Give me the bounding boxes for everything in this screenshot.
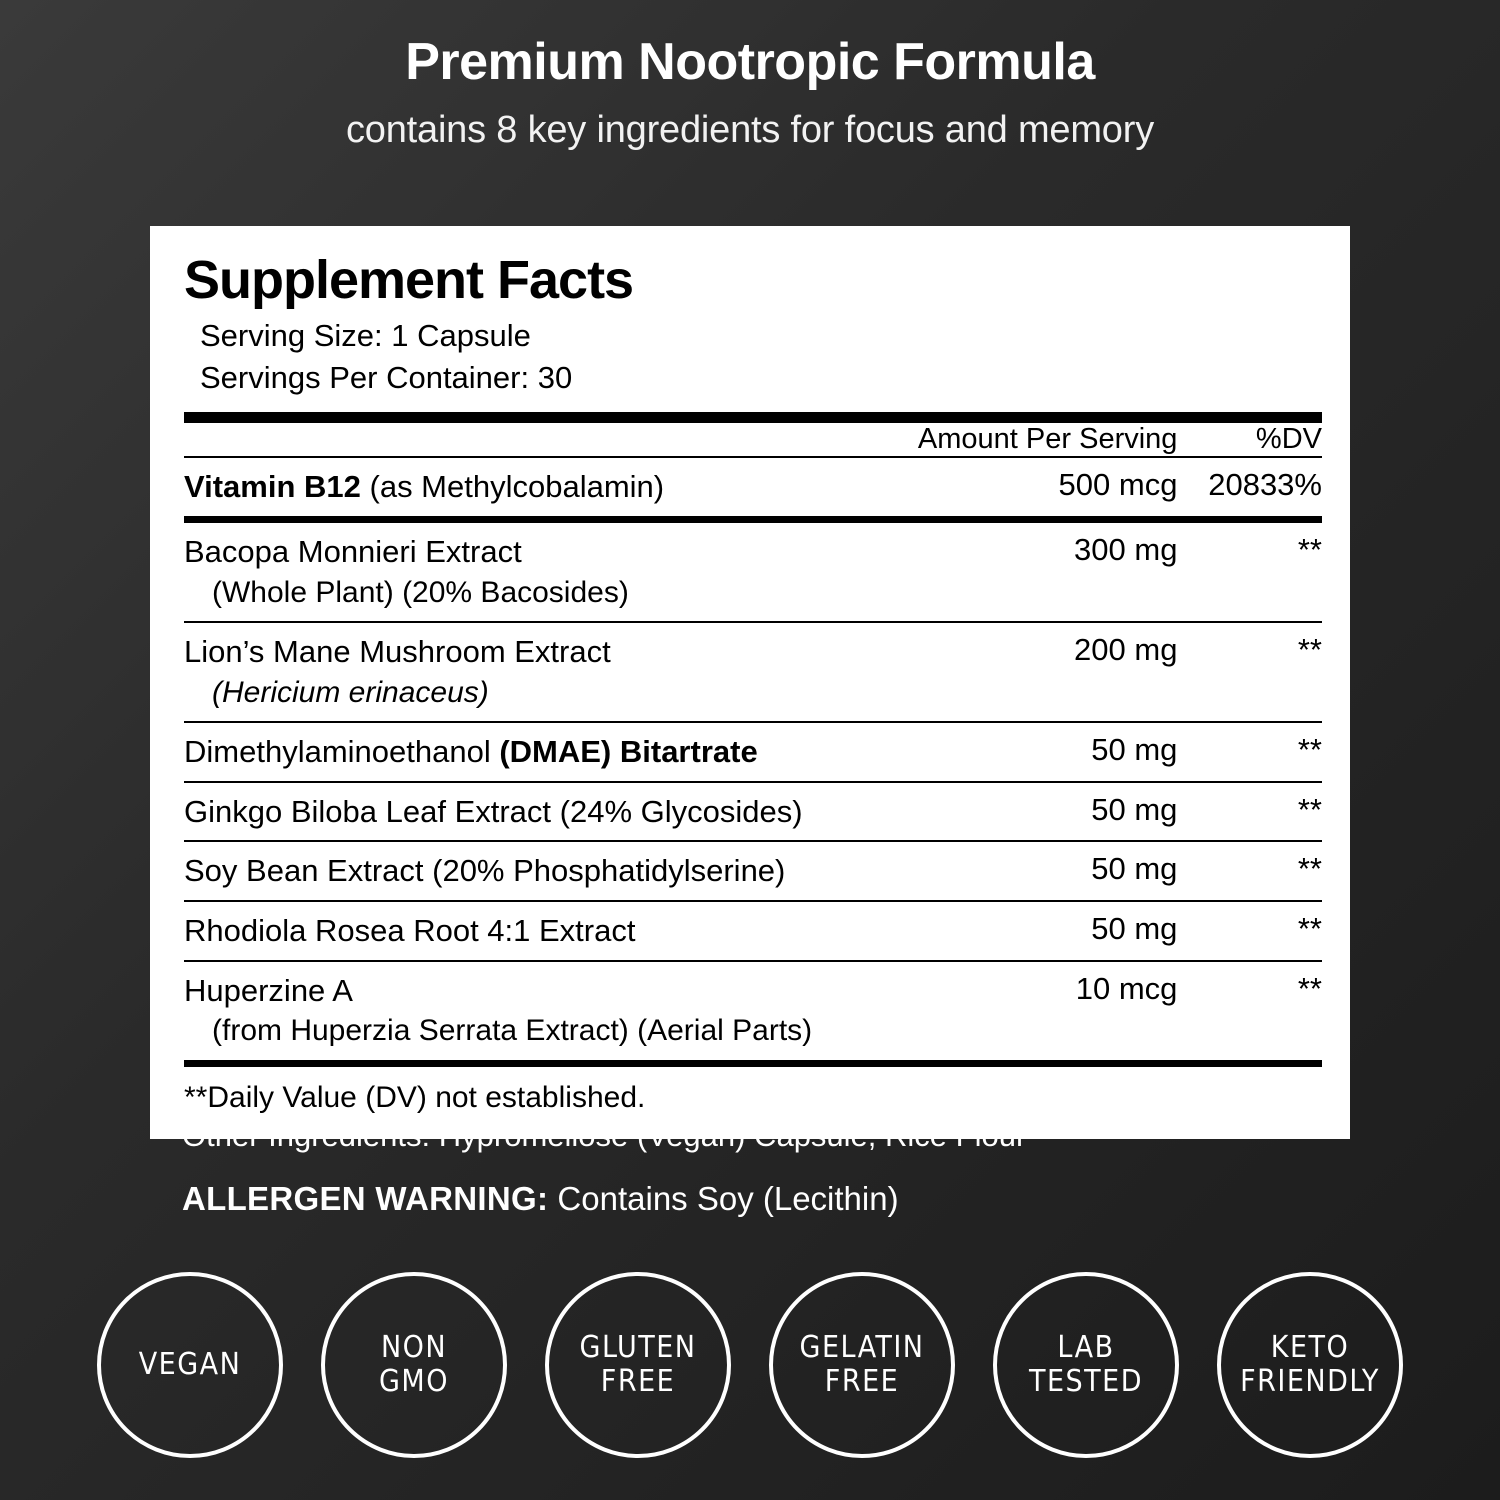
table-header-row	[184, 423, 1322, 456]
badge-line-2: GMO	[379, 1364, 449, 1399]
ingredient-name: Huperzine A	[184, 972, 353, 1008]
badge-row	[0, 1272, 1500, 1458]
badge-line-1: NON	[380, 1330, 448, 1366]
allergen-text: Contains Soy (Lecithin)	[557, 1180, 899, 1217]
badge-gluten-free	[545, 1272, 731, 1458]
table-row	[184, 841, 1322, 901]
table-row	[184, 519, 1322, 622]
row-name	[184, 722, 844, 782]
serving-size: Serving Size: 1 Capsule	[200, 317, 531, 353]
row-dv: **	[1185, 841, 1322, 901]
badge-line-2: TESTED	[1029, 1364, 1143, 1399]
ingredient-detail: (20% Phosphatidylserine)	[423, 853, 786, 889]
row-dv: **	[1185, 519, 1322, 622]
table-row	[184, 622, 1322, 722]
row-amount: 50 mg	[844, 782, 1185, 842]
badge-lab-tested	[993, 1272, 1179, 1458]
ingredient-name: Vitamin B12	[184, 469, 361, 505]
badge-line-2: FRIENDLY	[1240, 1364, 1380, 1399]
ingredient-name: Bacopa Monnieri Extract	[184, 533, 522, 569]
ingredient-name: Rhodiola Rosea Root 4:1 Extract	[184, 913, 636, 949]
ingredient-name: Soy Bean Extract	[184, 853, 424, 889]
divider-thick-top	[184, 412, 1322, 423]
table-row	[184, 458, 1322, 519]
row-amount: 200 mg	[844, 622, 1185, 722]
table-row	[184, 782, 1322, 842]
table-row	[184, 722, 1322, 782]
row-dv: **	[1185, 722, 1322, 782]
ingredient-sub: (Whole Plant) (20% Bacosides)	[212, 575, 629, 609]
badge-line-1: KETO	[1270, 1330, 1350, 1366]
badge-line-2: FREE	[824, 1364, 900, 1399]
row-amount: 50 mg	[844, 722, 1185, 782]
ingredient-name: Ginkgo Biloba Leaf Extract	[184, 793, 552, 829]
row-name	[184, 458, 844, 519]
row-dv: **	[1185, 622, 1322, 722]
badge-line-1: LAB	[1057, 1330, 1115, 1366]
daily-value-footnote: **Daily Value (DV) not established.	[184, 1080, 646, 1114]
supplement-facts-rows	[184, 458, 1322, 1060]
row-dv: **	[1185, 782, 1322, 842]
badge-gelatin-free	[769, 1272, 955, 1458]
other-ingredients: Other Ingredients: Hypromellose (Vegan) Capsule, Rice Flour	[182, 1118, 1027, 1153]
row-dv: 20833%	[1185, 458, 1322, 519]
supplement-facts-title: Supplement Facts	[184, 250, 634, 310]
badge-non-gmo	[321, 1272, 507, 1458]
allergen-warning	[182, 1180, 899, 1218]
divider-bottom	[184, 1060, 1322, 1067]
row-name	[184, 622, 844, 722]
page-subtitle: contains 8 key ingredients for focus and memory	[345, 109, 1154, 152]
badge-vegan	[97, 1272, 283, 1458]
ingredient-detail: (24% Glycosides)	[551, 793, 803, 829]
ingredient-sub: (Hericium erinaceus)	[212, 675, 489, 709]
row-name	[184, 841, 844, 901]
row-amount: 500 mcg	[844, 458, 1185, 519]
row-dv: **	[1297, 970, 1322, 1006]
badge-line-2: FREE	[600, 1364, 676, 1399]
allergen-label: ALLERGEN WARNING:	[182, 1180, 549, 1217]
ingredient-sub: (from Huperzia Serrata Extract) (Aerial Parts)	[212, 1014, 813, 1048]
header-percent-dv: %DV	[1255, 423, 1322, 456]
header-amount-per-serving: Amount Per Serving	[917, 423, 1178, 456]
supplement-facts-table	[184, 423, 1322, 456]
header-blank	[184, 423, 844, 456]
servings-per-container: Servings Per Container: 30	[200, 360, 573, 396]
row-name	[184, 519, 844, 622]
row-amount: 50 mg	[844, 901, 1185, 961]
badge-keto-friendly	[1217, 1272, 1403, 1458]
badge-line-1: GLUTEN	[579, 1330, 697, 1366]
badge-line-1: VEGAN	[138, 1347, 242, 1383]
page-title: Premium Nootropic Formula	[405, 33, 1095, 91]
row-dv: **	[1185, 901, 1322, 961]
ingredient-name: Dimethylaminoethanol	[184, 734, 491, 770]
row-name	[184, 961, 844, 1060]
header	[0, 0, 1500, 152]
ingredient-detail: (DMAE) Bitartrate	[490, 734, 758, 770]
row-amount: 50 mg	[844, 841, 1185, 901]
ingredient-detail: (as Methylcobalamin)	[360, 469, 665, 505]
table-row	[184, 901, 1322, 961]
row-amount: 10 mcg	[1075, 970, 1178, 1006]
row-amount: 300 mg	[844, 519, 1185, 622]
ingredient-name: Lion’s Mane Mushroom Extract	[184, 633, 611, 669]
badge-line-1: GELATIN	[799, 1330, 925, 1366]
row-name	[184, 782, 844, 842]
supplement-facts-panel	[150, 226, 1350, 1139]
table-row	[184, 961, 1322, 1060]
row-name	[184, 901, 844, 961]
